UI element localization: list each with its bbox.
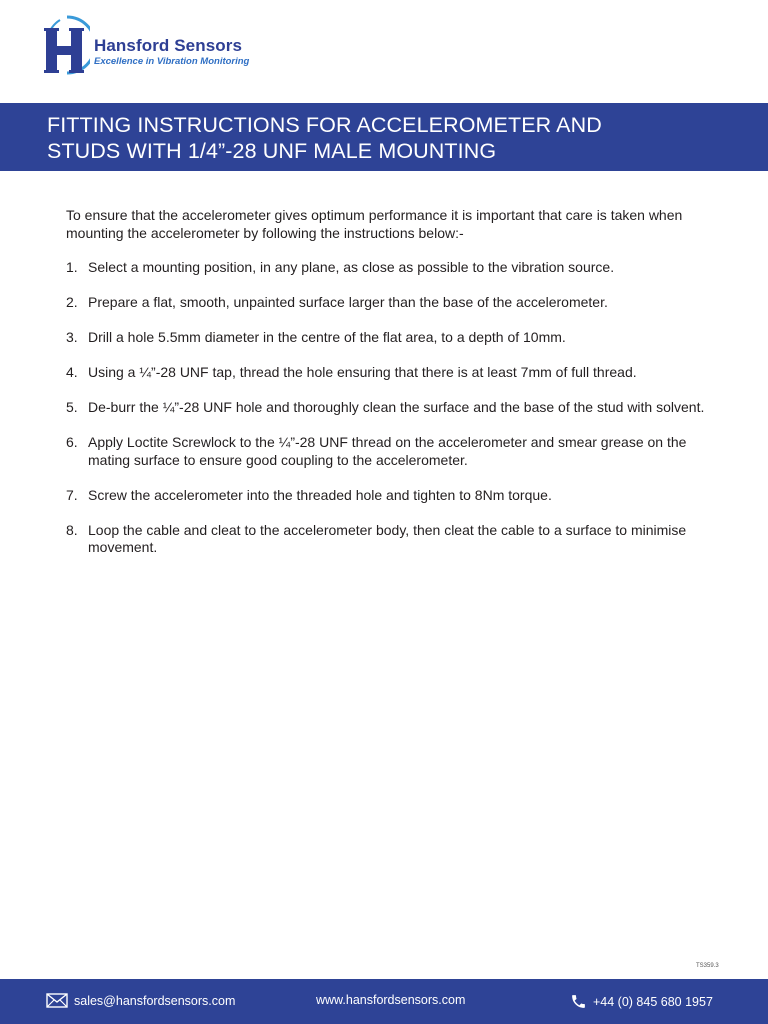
title-line-2: STUDS WITH 1/4”-28 UNF MALE MOUNTING xyxy=(47,139,497,163)
step-text: Loop the cable and cleat to the accelerometer body, then cleat the cable to a surface to minimise movement. xyxy=(88,521,687,555)
steps-list xyxy=(66,259,706,557)
step-number: 7. xyxy=(66,486,78,503)
document-title xyxy=(47,112,737,164)
step-number: 5. xyxy=(66,399,78,415)
instructions-body xyxy=(66,207,706,574)
step-item xyxy=(66,434,706,469)
step-text: Screw the accelerometer into the threaded hole and tighten to 8Nm torque. xyxy=(88,486,552,503)
step-item xyxy=(66,294,706,312)
step-text: Select a mounting position, in any plane, as close as possible to the vibration source. xyxy=(88,259,615,275)
step-text: Using a ¼”-28 UNF tap, thread the hole ensuring that there is at least 7mm of full thread. xyxy=(88,364,637,380)
step-number: 1. xyxy=(66,259,78,275)
website-link[interactable]: www.hansfordsensors.com xyxy=(316,993,466,1007)
step-number: 2. xyxy=(66,294,78,310)
envelope-icon xyxy=(46,993,68,1008)
step-item xyxy=(66,259,706,277)
brand-name: Hansford Sensors xyxy=(94,36,243,55)
step-number: 4. xyxy=(66,364,78,380)
step-item xyxy=(66,399,706,417)
step-item xyxy=(66,364,706,382)
footer-phone[interactable] xyxy=(570,993,713,1010)
phone-number[interactable]: +44 (0) 845 680 1957 xyxy=(593,994,713,1009)
phone-icon xyxy=(570,993,587,1010)
footer-website[interactable] xyxy=(316,993,465,1007)
step-item xyxy=(66,522,706,557)
hansford-h-logo-icon xyxy=(44,14,90,76)
email-link[interactable]: sales@hansfordsensors.com xyxy=(74,993,236,1008)
step-number: 8. xyxy=(66,521,78,538)
footer-bar xyxy=(0,979,768,1024)
step-text: Drill a hole 5.5mm diameter in the centre of the flat area, to a depth of 10mm. xyxy=(88,329,566,345)
step-number: 6. xyxy=(66,434,78,450)
footer-email[interactable] xyxy=(46,993,235,1008)
brand-tagline: Excellence in Vibration Monitoring xyxy=(94,56,250,67)
title-band xyxy=(0,103,768,171)
title-line-1: FITTING INSTRUCTIONS FOR ACCELEROMETER AND xyxy=(47,113,602,137)
step-text: De-burr the ¼”-28 UNF hole and thoroughly clean the surface and the base of the stud with solvent. xyxy=(88,399,705,415)
step-text: Apply Loctite Screwlock to the ¼”-28 UNF thread on the accelerometer and smear grease on the mating surface to ensure good coupling to the accelerometer. xyxy=(88,434,687,468)
step-item xyxy=(66,487,706,505)
document-reference: TS359.3 xyxy=(696,963,719,969)
company-logo xyxy=(44,14,284,84)
step-item xyxy=(66,329,706,347)
step-number: 3. xyxy=(66,329,78,345)
intro-paragraph: To ensure that the accelerometer gives optimum performance it is important that care is taken when mounting the accelerometer by following the instructions below:- xyxy=(66,207,683,241)
step-text: Prepare a flat, smooth, unpainted surface larger than the base of the accelerometer. xyxy=(88,294,608,310)
